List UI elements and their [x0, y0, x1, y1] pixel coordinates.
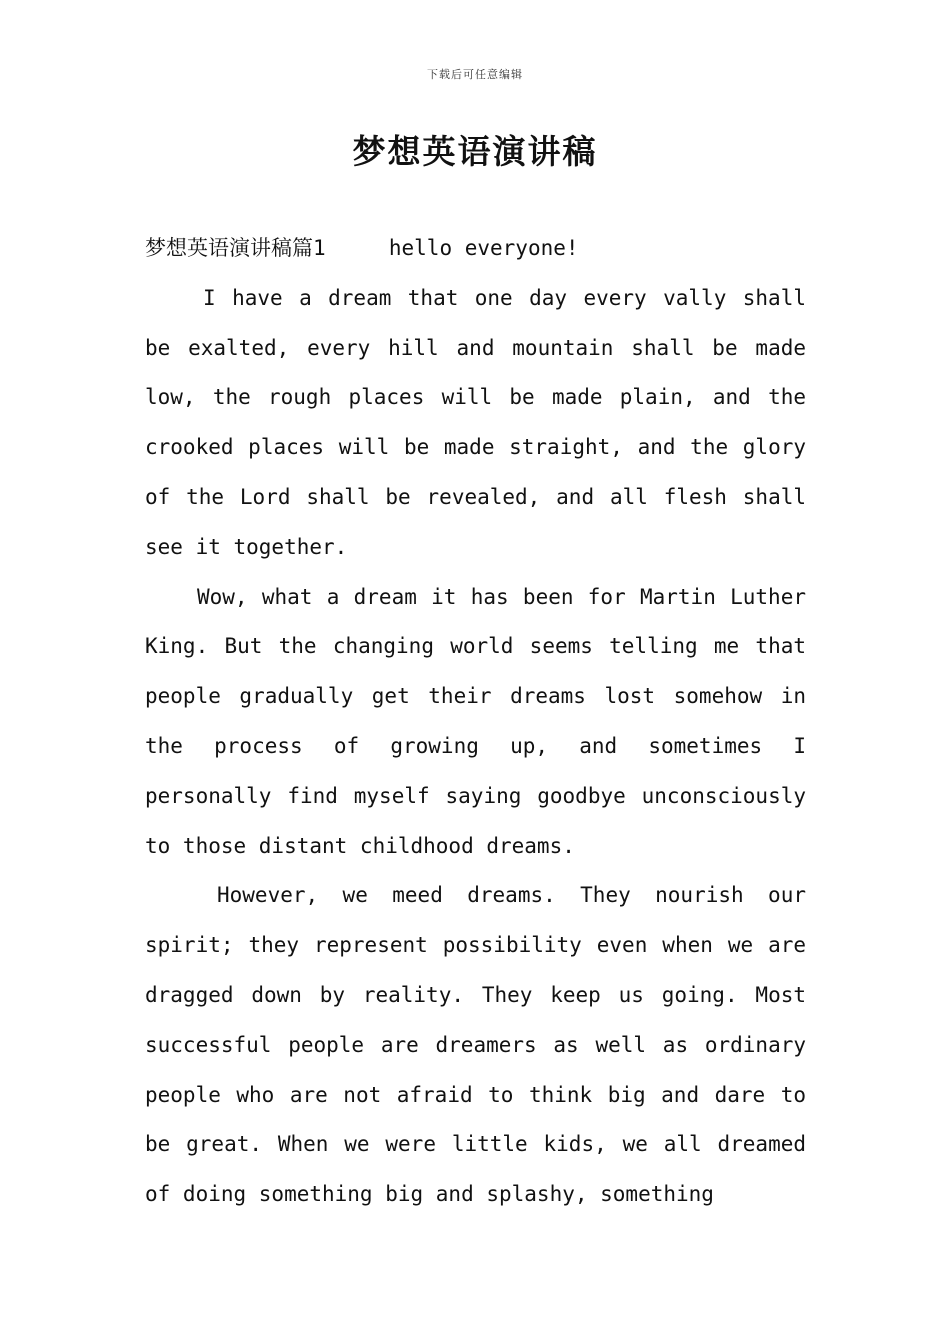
header-note: 下载后可任意编辑 — [427, 68, 523, 81]
section-label: 梦想英语演讲稿篇1 — [145, 236, 326, 260]
document-title: 梦想英语演讲稿 — [352, 132, 598, 171]
paragraph-2: Wow, what a dream it has been for Martin Luther King. But the changing world seems telling me that people gradually get their dreams lost somehow in the process of growing up, and sometimes I personally find myself saying goodbye unconsciously to those distant childhood dreams. — [145, 584, 806, 858]
document-body — [145, 224, 806, 1220]
section-heading-line — [145, 224, 806, 274]
greeting: hello everyone! — [388, 236, 579, 260]
paragraph-3: However, we meed dreams. They nourish our spirit; they represent possibility even when we are dragged down by reality. They keep us going. Most successful people are dreamers as well as ordinary people who are not afraid to think big and dare to be great. When we were little kids, we all dreamed of doing something big and splashy, something — [145, 883, 806, 1207]
paragraph-1: I have a dream that one day every vally shall be exalted, every hill and mountain shall be made low, the rough places will be made plain, and the crooked places will be made straight, and the glory of the Lord shall be revealed, and all flesh shall see it together. — [145, 285, 806, 559]
